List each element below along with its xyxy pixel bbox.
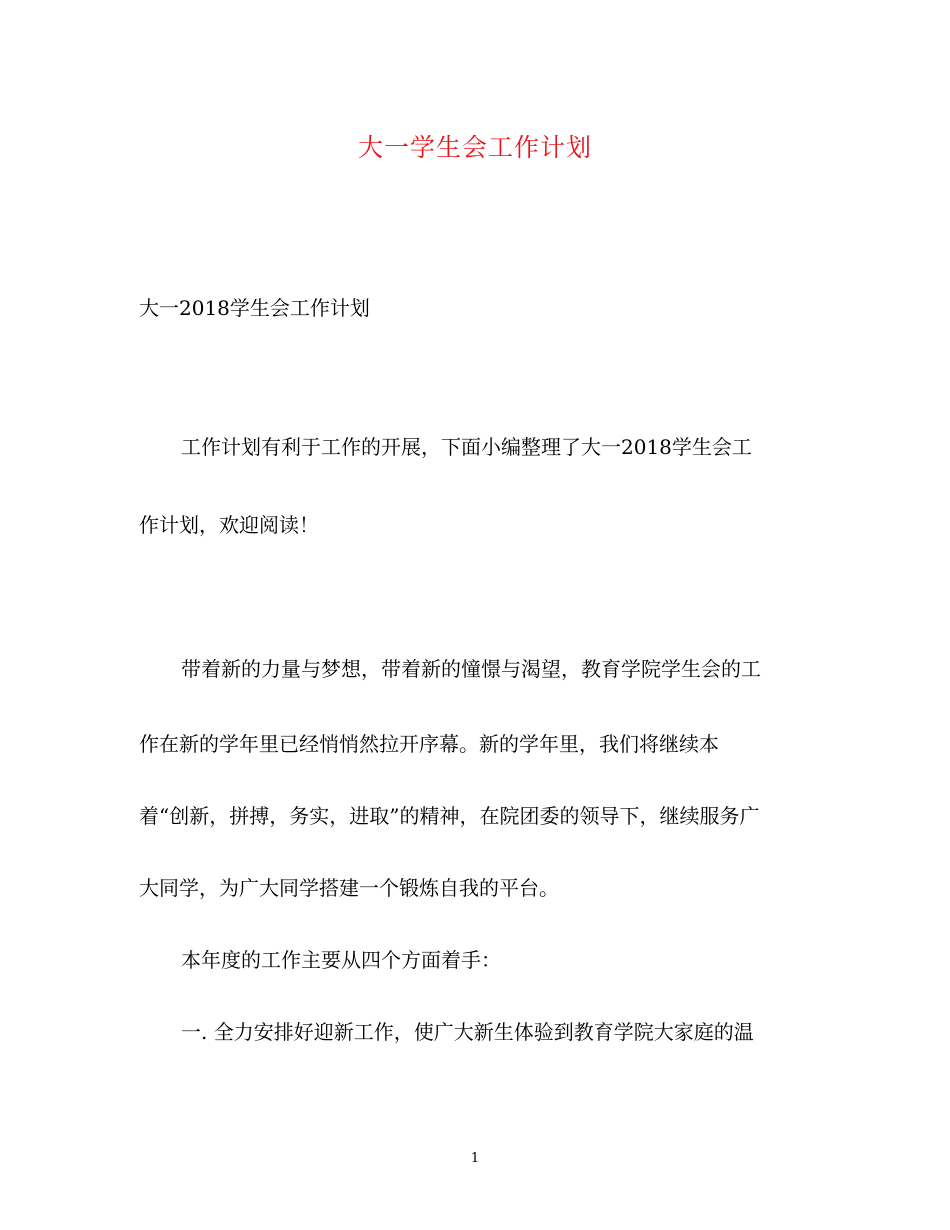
paragraph-2: 本年度的工作主要从四个方面着手： — [181, 948, 501, 972]
intro-line-1: 工作计划有利于工作的开展，下面小编整理了大一2018学生会工 — [181, 435, 752, 459]
intro-line-2: 作计划，欢迎阅读！ — [139, 513, 319, 537]
paragraph-1-line-3: 着“创新，拼搏，务实，进取”的精神，在院团委的领导下，继续服务广 — [139, 804, 760, 828]
page-number: 1 — [470, 1151, 480, 1166]
paragraph-1-line-4: 大同学，为广大同学搭建一个锻炼自我的平台。 — [139, 876, 559, 900]
paragraph-1-line-2: 作在新的学年里已经悄悄然拉开序幕。新的学年里，我们将继续本 — [139, 732, 719, 756]
list-item-1: 一. 全力安排好迎新工作，使广大新生体验到教育学院大家庭的温 — [181, 1020, 754, 1044]
paragraph-1-line-1: 带着新的力量与梦想，带着新的憧憬与渴望，教育学院学生会的工 — [181, 657, 761, 681]
document-subtitle: 大一2018学生会工作计划 — [139, 296, 370, 320]
document-title: 大一学生会工作计划 — [357, 133, 592, 162]
